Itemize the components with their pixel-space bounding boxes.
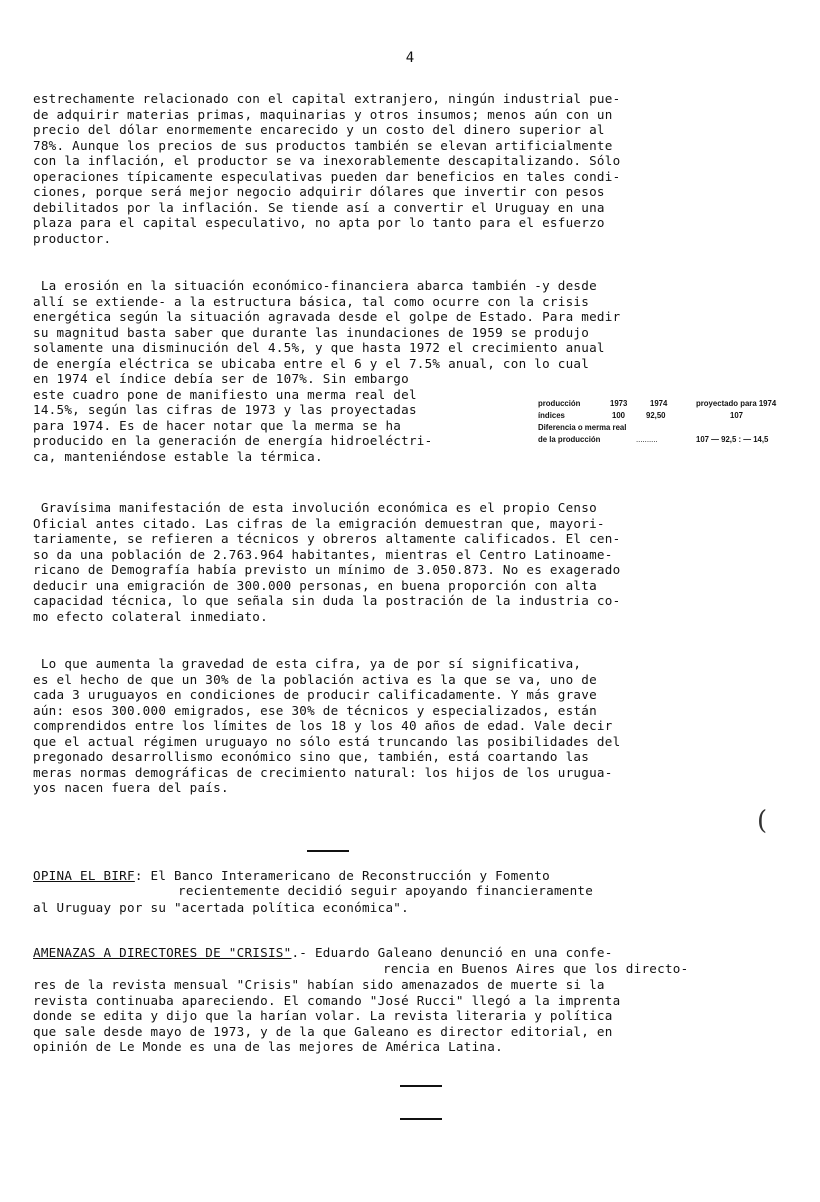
text-line: en 1974 el índice debía ser de 107%. Sin embargo [33, 371, 409, 386]
text-line: so da una población de 2.763.964 habitantes, mientras el Centro Latinoame- [33, 546, 613, 562]
text-line: comprendidos entre los límites de los 18 y los 40 años de edad. Vale decir [33, 718, 613, 733]
text-line: Lo que aumenta la gravedad de esta cifra, ya de por sí significativa, [33, 656, 582, 671]
page-number: 4 [405, 50, 415, 66]
text-line: tariamente, se refieren a técnicos y obreros altamente calificados. El cen- [33, 531, 621, 546]
table-header-1974: 1974 [650, 399, 668, 408]
margin-bracket-mark: ( [757, 806, 768, 836]
table-header-1973: 1973 [610, 399, 628, 408]
text-line: cada 3 uruguayos en condiciones de producir calificadamente. Y más grave [33, 687, 597, 702]
separator-rule-1 [307, 850, 349, 852]
text-line: energética según la situación agravada desde el golpe de Estado. Para medir [33, 309, 621, 324]
text-line: debilitados por la inflación. Se tiende así a convertir el Uruguay en una [33, 199, 605, 215]
text-line: es el hecho de que un 30% de la población activa es la que se va, uno de [33, 671, 597, 687]
crisis-first-line [33, 945, 613, 960]
table-header-label: producción [538, 399, 581, 408]
text-line: meras normas demográficas de crecimiento natural: los hijos de los urugua- [33, 764, 613, 780]
table-diff-dots: .......... [636, 435, 658, 444]
table-header-row [538, 398, 788, 410]
text-line: deducir una emigración de 300.000 personas, en buena proporción con alta [33, 577, 597, 593]
table-indices-projected: 107 [730, 411, 744, 420]
text-line: 14.5%, según las cifras de 1973 y las proyectadas [33, 402, 417, 417]
text-line: estrechamente relacionado con el capital extranjero, ningún industrial pue- [33, 91, 621, 106]
text-line: Oficial antes citado. Las cifras de la emigración demuestran que, mayori- [33, 515, 605, 531]
energy-production-table [538, 398, 788, 446]
text-line: Gravísima manifestación de esta involución económica es el propio Censo [33, 500, 597, 515]
table-diff-label-1: Diferencia o merma real [538, 423, 627, 432]
birf-line-2: recientemente decidió seguir apoyando financieramente [178, 883, 594, 898]
text-line: precio del dólar enormemente encarecido y un costo del dinero superior al [33, 122, 605, 137]
crisis-line-2: rencia en Buenos Aires que los directo- [383, 961, 689, 976]
table-indices-1973: 100 [612, 411, 626, 420]
text-line: opinión de Le Monde es una de las mejores de América Latina. [33, 1039, 503, 1054]
text-line: allí se extiende- a la estructura básica, tal como ocurre con la crisis [33, 293, 590, 309]
table-indices-label: índices [538, 411, 565, 420]
table-row-diff-value [538, 434, 788, 446]
crisis-lead-text: .- Eduardo Galeano denunció en una confe- [291, 945, 613, 960]
text-line: operaciones típicamente especulativas pueden dar beneficios en tales condi- [33, 168, 621, 184]
text-line: capacidad técnica, lo que señala sin duda la postración de la industria co- [33, 593, 621, 608]
text-line: productor. [33, 230, 112, 246]
text-line: revista continuaba apareciendo. El comando "José Rucci" llegó a la imprenta [33, 992, 621, 1008]
text-line: solamente una disminución del 4.5%, y que hasta 1972 el crecimiento anual [33, 340, 605, 355]
text-line: La erosión en la situación económico-financiera abarca también -y desde [33, 278, 597, 293]
table-header-projected: proyectado para 1974 [696, 399, 777, 408]
text-line: producido en la generación de energía hidroeléctri- [33, 433, 433, 448]
table-diff-label-2: de la producción [538, 435, 601, 444]
text-line: de energía eléctrica se ubicaba entre el 6 y el 7.5% anual, con lo cual [33, 355, 590, 371]
crisis-heading: AMENAZAS A DIRECTORES DE "CRISIS" [33, 945, 292, 960]
birf-heading: OPINA EL BIRF [33, 868, 135, 883]
text-line: ricano de Demografía había previsto un mínimo de 3.050.873. No es exagerado [33, 562, 621, 577]
text-line: su magnitud basta saber que durante las inundaciones de 1959 se produjo [33, 324, 590, 340]
text-line: res de la revista mensual "Crisis" habían sido amenazados de muerte si la [33, 977, 605, 992]
birf-line-3: al Uruguay por su "acertada política económica". [33, 900, 409, 915]
text-line: aún: esos 300.000 emigrados, ese 30% de técnicos y especializados, están [33, 702, 597, 718]
text-line: pregonado desarrollismo económico sino que, también, está coartando las [33, 749, 590, 764]
text-line: ciones, porque será mejor negocio adquirir dólares que invertir con pesos [33, 184, 605, 199]
birf-lead-text: : El Banco Interamericano de Reconstrucción y Fomento [134, 868, 550, 883]
text-line: plaza para el capital especulativo, no apta por lo tanto para el esfuerzo [33, 215, 605, 230]
table-indices-1974: 92,50 [646, 411, 666, 420]
birf-first-line [33, 868, 550, 883]
table-row-diff-label [538, 422, 788, 434]
text-line: que sale desde mayo de 1973, y de la que Galeano es director editorial, en [33, 1023, 613, 1039]
text-line: yos nacen fuera del país. [33, 780, 229, 795]
text-line: para 1974. Es de hacer notar que la merma se ha [33, 417, 402, 433]
text-line: ca, manteniéndose estable la térmica. [33, 448, 323, 464]
separator-rule-2 [400, 1085, 442, 1087]
text-line: donde se edita y dijo que la harían volar. La revista literaria y política [33, 1008, 613, 1023]
text-line: de adquirir materias primas, maquinarias y otros insumos; menos aún con un [33, 106, 613, 122]
separator-rule-3 [400, 1118, 442, 1120]
table-row-indices [538, 410, 788, 422]
text-line: este cuadro pone de manifiesto una merma real del [33, 386, 417, 402]
table-diff-value: 107 — 92,5 : — 14,5 [696, 435, 769, 444]
text-line: 78%. Aunque los precios de sus productos también se elevan artificialmente [33, 137, 613, 153]
text-line: con la inflación, el productor se va inexorablemente descapitalizando. Sólo [33, 153, 621, 168]
text-line: mo efecto colateral inmediato. [33, 608, 268, 624]
text-line: que el actual régimen uruguayo no sólo está truncando las posibilidades del [33, 733, 621, 749]
